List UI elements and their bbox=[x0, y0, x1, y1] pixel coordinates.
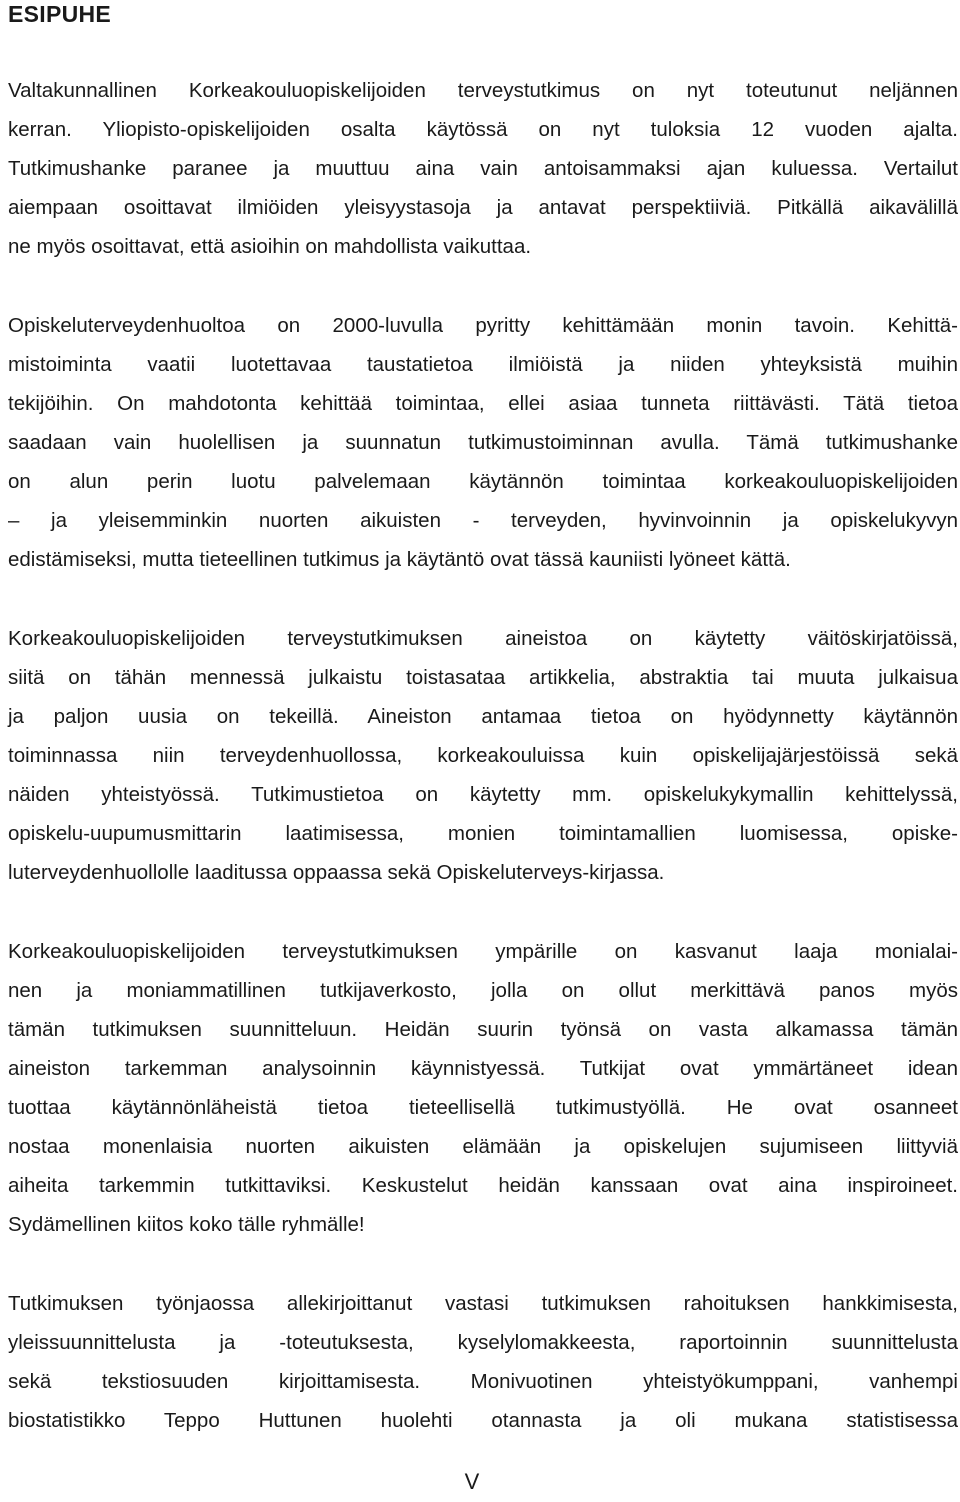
text-line: Valtakunnallinen Korkeakouluopiskelijoiden terveystutkimus on nyt toteutunut neljännen bbox=[8, 79, 958, 102]
text-line: opiskelu-uupumusmittarin laatimisessa, monien toimintamallien luomisessa, opiske- bbox=[8, 822, 958, 845]
text-line: – ja yleisemminkin nuorten aikuisten - terveyden, hyvinvoinnin ja opiskelukyvyn bbox=[8, 509, 958, 532]
text-line: Tutkimuksen työnjaossa allekirjoittanut vastasi tutkimuksen rahoituksen hankkimisesta, bbox=[8, 1292, 958, 1315]
text-line: aiheita tarkemmin tutkittaviksi. Keskustelut heidän kanssaan ovat aina inspiroineet. bbox=[8, 1174, 958, 1197]
paragraph-5 bbox=[8, 1284, 958, 1440]
text-line: aineiston tarkemman analysoinnin käynnistyessä. Tutkijat ovat ymmärtäneet idean bbox=[8, 1057, 958, 1080]
paragraph-1 bbox=[8, 71, 958, 266]
text-line: ne myös osoittavat, että asioihin on mahdollista vaikuttaa. bbox=[8, 235, 532, 258]
text-line: aiempaan osoittavat ilmiöiden yleisyystasoja ja antavat perspektiiviä. Pitkällä aikavälillä bbox=[8, 196, 958, 219]
text-line: mistoiminta vaatii luotettavaa taustatietoa ilmiöistä ja niiden yhteyksistä muihin bbox=[8, 353, 958, 376]
text-line: yleissuunnittelusta ja -toteutuksesta, kyselylomakkeesta, raportoinnin suunnittelusta bbox=[8, 1331, 958, 1354]
text-line: toiminnassa niin terveydenhuollossa, korkeakouluissa kuin opiskelijajärjestöissä sekä bbox=[8, 744, 958, 767]
text-line: ja paljon uusia on tekeillä. Aineiston antamaa tietoa on hyödynnetty käytännön bbox=[8, 705, 958, 728]
paragraph-3 bbox=[8, 619, 958, 892]
text-line: Korkeakouluopiskelijoiden terveystutkimuksen ympärille on kasvanut laaja monialai- bbox=[8, 940, 958, 963]
page-heading: ESIPUHE bbox=[8, 1, 112, 27]
text-line: saadaan vain huolellisen ja suunnatun tutkimustoiminnan avulla. Tämä tutkimushanke bbox=[8, 431, 958, 454]
text-line: näiden yhteistyössä. Tutkimustietoa on käytetty mm. opiskelukykymallin kehittelyssä, bbox=[8, 783, 958, 806]
text-line: nostaa monenlaisia nuorten aikuisten elämään ja opiskelujen sujumiseen liittyviä bbox=[8, 1135, 958, 1158]
text-line: Sydämellinen kiitos koko tälle ryhmälle! bbox=[8, 1213, 365, 1236]
text-line: sekä tekstiosuuden kirjoittamisesta. Monivuotinen yhteistyökumppani, vanhempi bbox=[8, 1370, 958, 1393]
text-line: tekijöihin. On mahdotonta kehittää toimintaa, ellei asiaa tunneta riittävästi. Tätä tietoa bbox=[8, 392, 958, 415]
text-line: edistämiseksi, mutta tieteellinen tutkimus ja käytäntö ovat tässä kauniisti lyöneet kättä. bbox=[8, 548, 791, 571]
text-line: biostatistikko Teppo Huttunen huolehti otannasta ja oli mukana statistisessa bbox=[8, 1409, 958, 1432]
text-line: kerran. Yliopisto-opiskelijoiden osalta käytössä on nyt tuloksia 12 vuoden ajalta. bbox=[8, 118, 958, 141]
text-line: Tutkimushanke paranee ja muuttuu aina vain antoisammaksi ajan kuluessa. Vertailut bbox=[8, 157, 958, 180]
text-line: siitä on tähän mennessä julkaistu toistasataa artikkelia, abstraktia tai muuta julkaisua bbox=[8, 666, 958, 689]
text-line: Opiskeluterveydenhuoltoa on 2000-luvulla pyritty kehittämään monin tavoin. Kehittä- bbox=[8, 314, 958, 337]
text-line: tämän tutkimuksen suunnitteluun. Heidän suurin työnsä on vasta alkamassa tämän bbox=[8, 1018, 958, 1041]
page-number: V bbox=[464, 1469, 480, 1494]
text-line: Korkeakouluopiskelijoiden terveystutkimuksen aineistoa on käytetty väitöskirjatöissä, bbox=[8, 627, 958, 650]
text-line: nen ja moniammatillinen tutkijaverkosto, jolla on ollut merkittävä panos myös bbox=[8, 979, 958, 1002]
text-line: luterveydenhuollolle laaditussa oppaassa sekä Opiskeluterveys-kirjassa. bbox=[8, 861, 665, 884]
paragraph-2 bbox=[8, 306, 958, 579]
paragraph-4 bbox=[8, 932, 958, 1244]
text-line: on alun perin luotu palvelemaan käytännön toimintaa korkeakouluopiskelijoiden bbox=[8, 470, 958, 493]
text-line: tuottaa käytännönläheistä tietoa tieteellisellä tutkimustyöllä. He ovat osanneet bbox=[8, 1096, 958, 1119]
